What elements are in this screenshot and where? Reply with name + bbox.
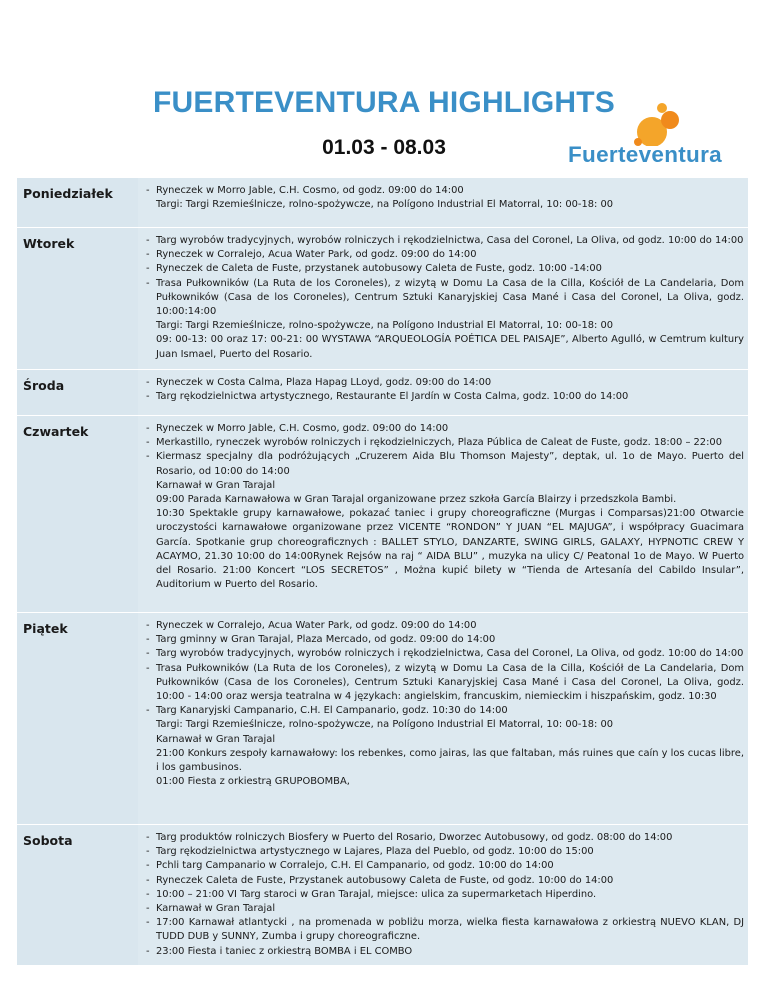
- event-list: [146, 422, 744, 592]
- event-item: - 23:00 Fiesta i taniec z orkiestrą BOMBA i EL COMBO: [146, 945, 744, 959]
- day-label: Środa: [17, 370, 138, 416]
- day-events: [138, 370, 748, 416]
- day-events: [138, 416, 748, 613]
- event-item: - Kiermasz specjalny dla podróżujących „Cruzerem Aida Blu Thomson Majesty”, deptak, ul. 1o de Mayo. Puerto del Rosario, od 10:00 do 14:00 Karnawał w Gran Tarajal 09:00 Parada Karnawałowa w Gran Tarajal organizowane przez szkoła García Blairzy i przedszkola Bambi. 10:30 Spektakle grupy karnawałowe, pokazać taniec i grupy choreograficzne (Murgas i Comparsas)21:00 Otwarcie uroczystości karnawałowe organizowane przez VICENTE “RONDON” Y JUAN “EL MAJUGA”, i współpracy Guacimara García. Spotkanie grup choreograficznych : BALLET STYLO, DANZARTE, SWING GIRLS, GALAXY, HYPNOTIC CREW Y ACAYMO, 21.30 10:00 do 14:00Rynek Rejsów na raj “ AIDA BLU” , muzyka na ulicy C/ Peatonal 1o de Mayo. W Puerto del Rosario. 21:00 Koncert “LOS SECRETOS” , Można kupić bilety w “Tienda de Artesanía del Cabildo Insular”, Auditorium w Puerto del Rosario.: [146, 450, 744, 592]
- event-item: - Ryneczek Caleta de Fuste, Przystanek autobusowy Caleta de Fuste, od godz. 10:00 do 14:00: [146, 874, 744, 888]
- date-range: 01.03 - 08.03: [322, 136, 446, 159]
- day-label: Czwartek: [17, 416, 138, 613]
- event-item: - Ryneczek w Costa Calma, Plaza Hapag LLoyd, godz. 09:00 do 14:00: [146, 376, 744, 390]
- logo-text: Fuerteventura: [568, 142, 722, 167]
- event-item: - Ryneczek w Morro Jable, C.H. Cosmo, godz. 09:00 do 14:00: [146, 422, 744, 436]
- event-list: [146, 376, 744, 404]
- schedule-table: [17, 178, 748, 966]
- event-item: - 10:00 – 21:00 VI Targ staroci w Gran Tarajal, miejsce: ulica za supermarketach Hiperdino.: [146, 888, 744, 902]
- day-label: Wtorek: [17, 228, 138, 370]
- day-events: [138, 178, 748, 228]
- day-events: [138, 228, 748, 370]
- event-item: - Trasa Pułkowników (La Ruta de los Coroneles), z wizytą w Domu La Casa de la Cilla, Kościół de La Candelaria, Dom Pułkowników (Casa de los Coroneles), Centrum Sztuki Kanaryjskiej Casa Mané i Casa del Coronel, La Oliva, godz. 10:00:14:00 Targi: Targi Rzemieślnicze, rolno-spożywcze, na Polígono Industrial El Matorral, 10: 00-18: 00 09: 00-13: 00 oraz 17: 00-21: 00 WYSTAWA “ARQUEOLOGÍA POÉTICA DEL PAISAJE”, Alberto Agulló, w Cemtrum kultury Juan Ismael, Puerto del Rosario.: [146, 277, 744, 362]
- event-item: - Trasa Pułkowników (La Ruta de los Coroneles), z wizytą w Domu La Casa de la Cilla, Kościół de La Candelaria, Dom Pułkowników (Casa de los Coroneles), Centrum Sztuki Kanaryjskiej Casa Mané i Casa del Coronel, La Oliva, godz. 10:00 - 14:00 oraz wersja teatralna w 4 językach: angielskim, francuskim, niemieckim i hiszpańskim, godz. 10:30: [146, 662, 744, 705]
- page-title: FUERTEVENTURA HIGHLIGHTS: [152, 86, 616, 119]
- schedule-row: [17, 416, 748, 613]
- schedule-row: [17, 228, 748, 370]
- event-item: - Targ Kanaryjski Campanario, C.H. El Campanario, godz. 10:30 do 14:00 Targi: Targi Rzemieślnicze, rolno-spożywcze, na Polígono Industrial El Matorral, 10: 00-18: 00 Karnawał w Gran Tarajal 21:00 Konkurs zespoły karnawałowy: los rebenkes, como jairas, las que faltaban, más ruines que caín y los cucas libre, i los gambusinos. 01:00 Fiesta z orkiestrą GRUPOBOMBA,: [146, 704, 744, 789]
- event-item: - Merkastillo, ryneczek wyrobów rolniczych i rękodzielniczych, Plaza Pública de Caleat de Fuste, godz. 18:00 – 22:00: [146, 436, 744, 450]
- event-item: - Pchli targ Campanario w Corralejo, C.H. El Campanario, od godz. 10:00 do 14:00: [146, 859, 744, 873]
- schedule-row: [17, 613, 748, 825]
- event-item: - Targ wyrobów tradycyjnych, wyrobów rolniczych i rękodzielnictwa, Casa del Coronel, La Oliva, od godz. 10:00 do 14:00: [146, 647, 744, 661]
- day-events: [138, 825, 748, 966]
- event-item: - Ryneczek w Corralejo, Acua Water Park, od godz. 09:00 do 14:00: [146, 248, 744, 262]
- day-label: Piątek: [17, 613, 138, 825]
- event-item: - Ryneczek w Corralejo, Acua Water Park, od godz. 09:00 do 14:00: [146, 619, 744, 633]
- event-list: [146, 184, 744, 212]
- event-list: [146, 831, 744, 959]
- schedule-row: [17, 370, 748, 416]
- event-item: - Karnawał w Gran Tarajal: [146, 902, 744, 916]
- event-item: - Targ rękodzielnictwa artystycznego w Lajares, Plaza del Pueblo, od godz. 10:00 do 15:00: [146, 845, 744, 859]
- event-list: [146, 234, 744, 362]
- fuerteventura-logo: [560, 96, 760, 166]
- event-item: - Targ rękodzielnictwa artystycznego, Restaurante El Jardín w Costa Calma, godz. 10:00 do 14:00: [146, 390, 744, 404]
- day-events: [138, 613, 748, 825]
- event-item: - Targ wyrobów tradycyjnych, wyrobów rolniczych i rękodzielnictwa, Casa del Coronel, La Oliva, od godz. 10:00 do 14:00: [146, 234, 744, 248]
- event-list: [146, 619, 744, 789]
- schedule-row: [17, 825, 748, 966]
- sun-dots-icon: [560, 96, 760, 146]
- event-item: - 17:00 Karnawał atlantycki , na promenada w pobliżu morza, wielka fiesta karnawałowa z orkiestrą NUEVO KLAN, DJ TUDD DUB y SUNNY, Zumba i grupy choreograficzne.: [146, 916, 744, 944]
- day-label: Sobota: [17, 825, 138, 966]
- event-item: - Ryneczek de Caleta de Fuste, przystanek autobusowy Caleta de Fuste, godz. 10:00 -14:00: [146, 262, 744, 276]
- schedule-row: [17, 178, 748, 228]
- event-item: - Ryneczek w Morro Jable, C.H. Cosmo, od godz. 09:00 do 14:00 Targi: Targi Rzemieślnicze, rolno-spożywcze, na Polígono Industrial El Matorral, 10: 00-18: 00: [146, 184, 744, 212]
- day-label: Poniedziałek: [17, 178, 138, 228]
- event-item: - Targ produktów rolniczych Biosfery w Puerto del Rosario, Dworzec Autobusowy, od godz. 08:00 do 14:00: [146, 831, 744, 845]
- event-item: - Targ gminny w Gran Tarajal, Plaza Mercado, od godz. 09:00 do 14:00: [146, 633, 744, 647]
